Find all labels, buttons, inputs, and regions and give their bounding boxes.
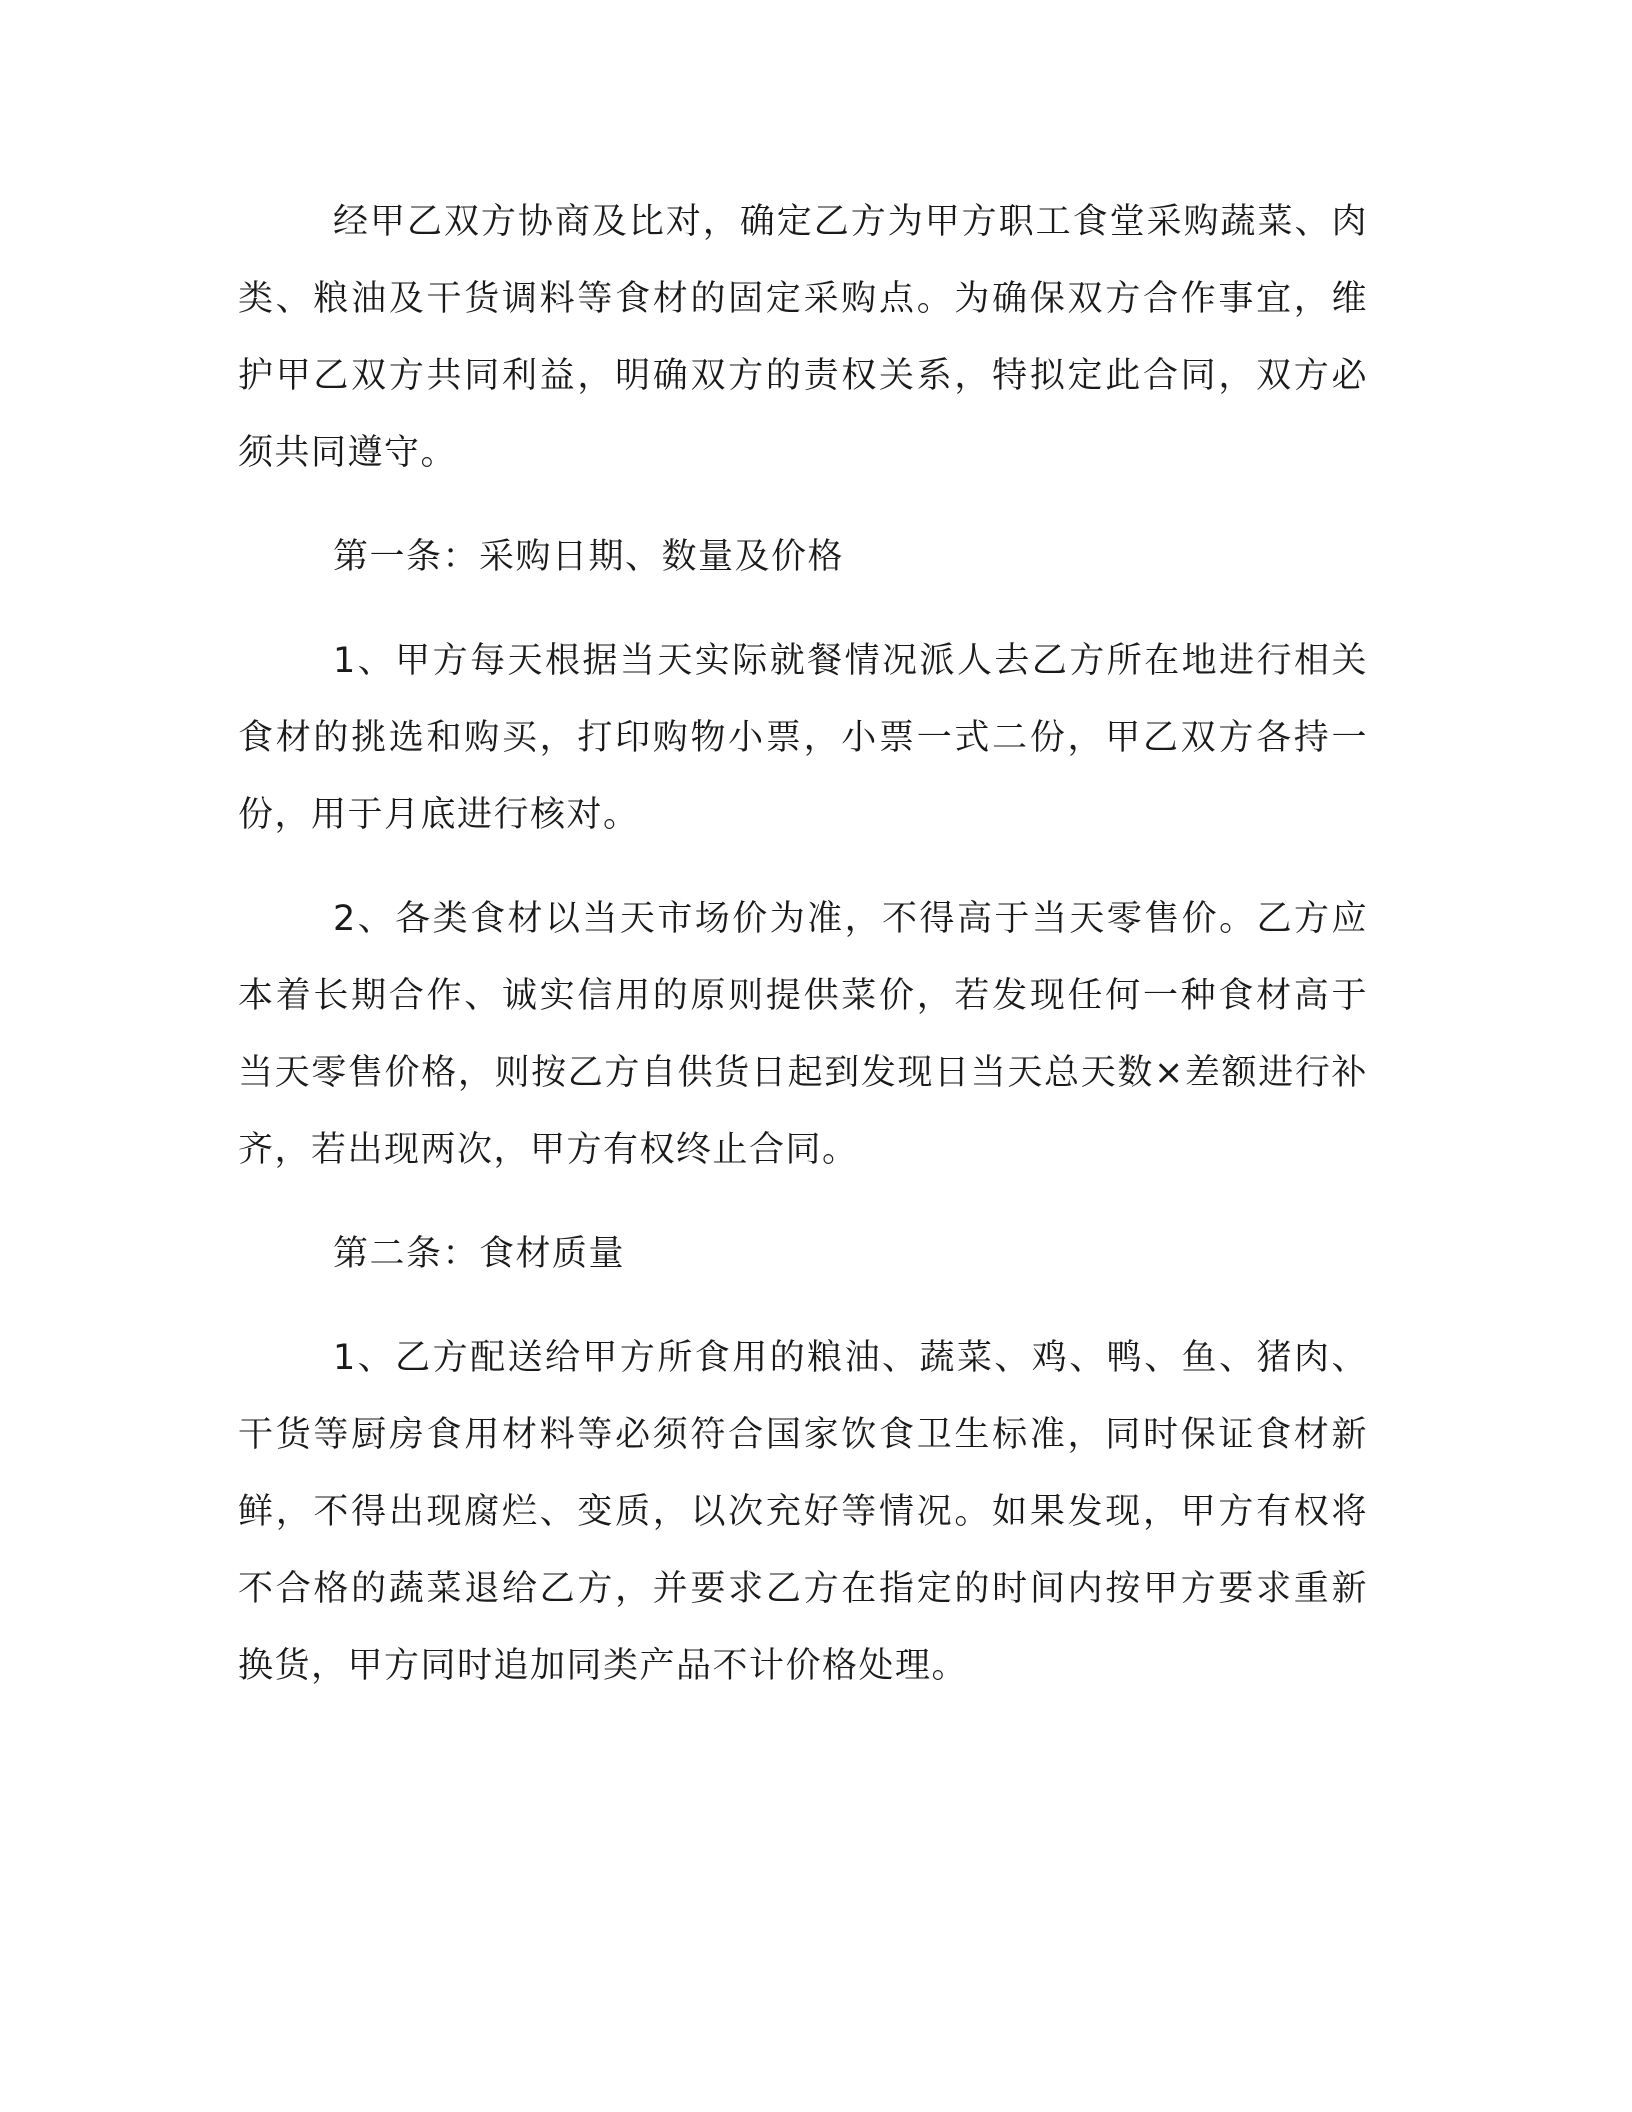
- document-body: [238, 184, 1368, 1705]
- article-1-clause-1: 1、甲方每天根据当天实际就餐情况派人去乙方所在地进行相关食材的挑选和购买，打印购物小票，小票一式二份，甲乙双方各持一份，用于月底进行核对。: [238, 641, 1368, 835]
- article-1-heading: 第一条：采购日期、数量及价格: [333, 537, 845, 577]
- article-2-clause-1: 1、乙方配送给甲方所食用的粮油、蔬菜、鸡、鸭、鱼、猪肉、干货等厨房食用材料等必须符合国家饮食卫生标准，同时保证食材新鲜，不得出现腐烂、变质，以次充好等情况。如果发现，甲方有权将不合格的蔬菜退给乙方，并要求乙方在指定的时间内按甲方要求重新换货，甲方同时追加同类产品不计价格处理。: [238, 1338, 1368, 1686]
- article-1-clause-2: 2、各类食材以当天市场价为准，不得高于当天零售价。乙方应本着长期合作、诚实信用的原则提供菜价，若发现任何一种食材高于当天零售价格，则按乙方自供货日起到发现日当天总天数×差额进行补齐，若出现两次，甲方有权终止合同。: [238, 899, 1368, 1170]
- article-2-heading: 第二条：食材质量: [333, 1234, 626, 1274]
- intro-paragraph: 经甲乙双方协商及比对，确定乙方为甲方职工食堂采购蔬菜、肉类、粮油及干货调料等食材的固定采购点。为确保双方合作事宜，维护甲乙双方共同利益，明确双方的责权关系，特拟定此合同，双方必须共同遵守。: [238, 202, 1368, 473]
